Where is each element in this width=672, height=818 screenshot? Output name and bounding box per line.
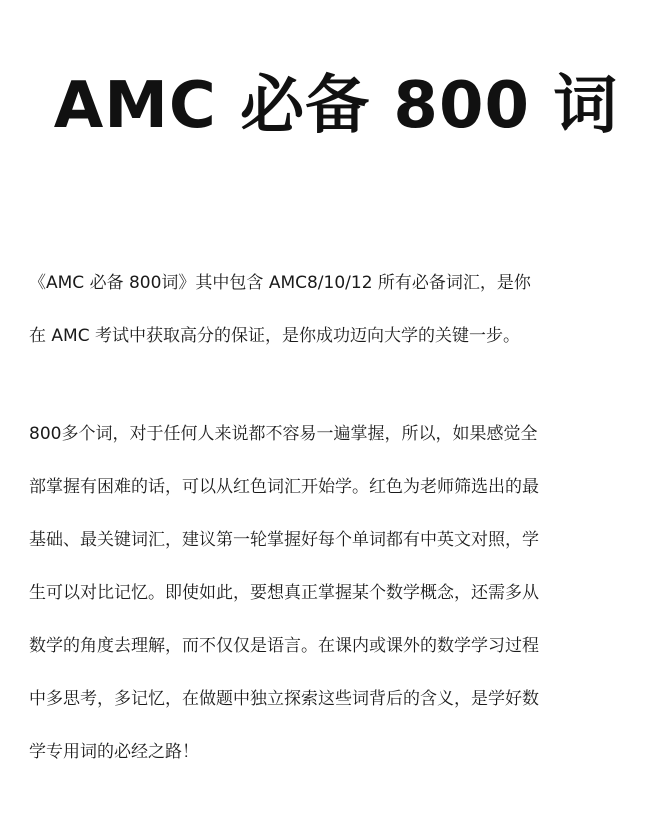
study-advice-paragraph: [29, 408, 649, 779]
paragraph-line: 部掌握有困难的话，可以从红色词汇开始学。红色为老师筛选出的最: [29, 477, 539, 497]
intro-paragraph: [29, 257, 649, 363]
paragraph-line: 在 AMC 考试中获取高分的保证，是你成功迈向大学的关键一步。: [29, 326, 520, 346]
paragraph-line: 基础、最关键词汇，建议第一轮掌握好每个单词都有中英文对照，学: [29, 530, 539, 550]
paragraph-line: 800多个词，对于任何人来说都不容易一遍掌握，所以，如果感觉全: [29, 424, 538, 444]
page-title: AMC 必备 800 词: [53, 69, 619, 143]
paragraph-line: 中多思考，多记忆，在做题中独立探索这些词背后的含义，是学好数: [29, 689, 539, 709]
paragraph-line: 生可以对比记忆。即使如此，要想真正掌握某个数学概念，还需多从: [29, 583, 539, 603]
paragraph-line: 学专用词的必经之路！: [29, 742, 199, 762]
paragraph-line: 数学的角度去理解，而不仅仅是语言。在课内或课外的数学学习过程: [29, 636, 539, 656]
paragraph-line: 《AMC 必备 800词》其中包含 AMC8/10/12 所有必备词汇，是你: [29, 273, 531, 293]
